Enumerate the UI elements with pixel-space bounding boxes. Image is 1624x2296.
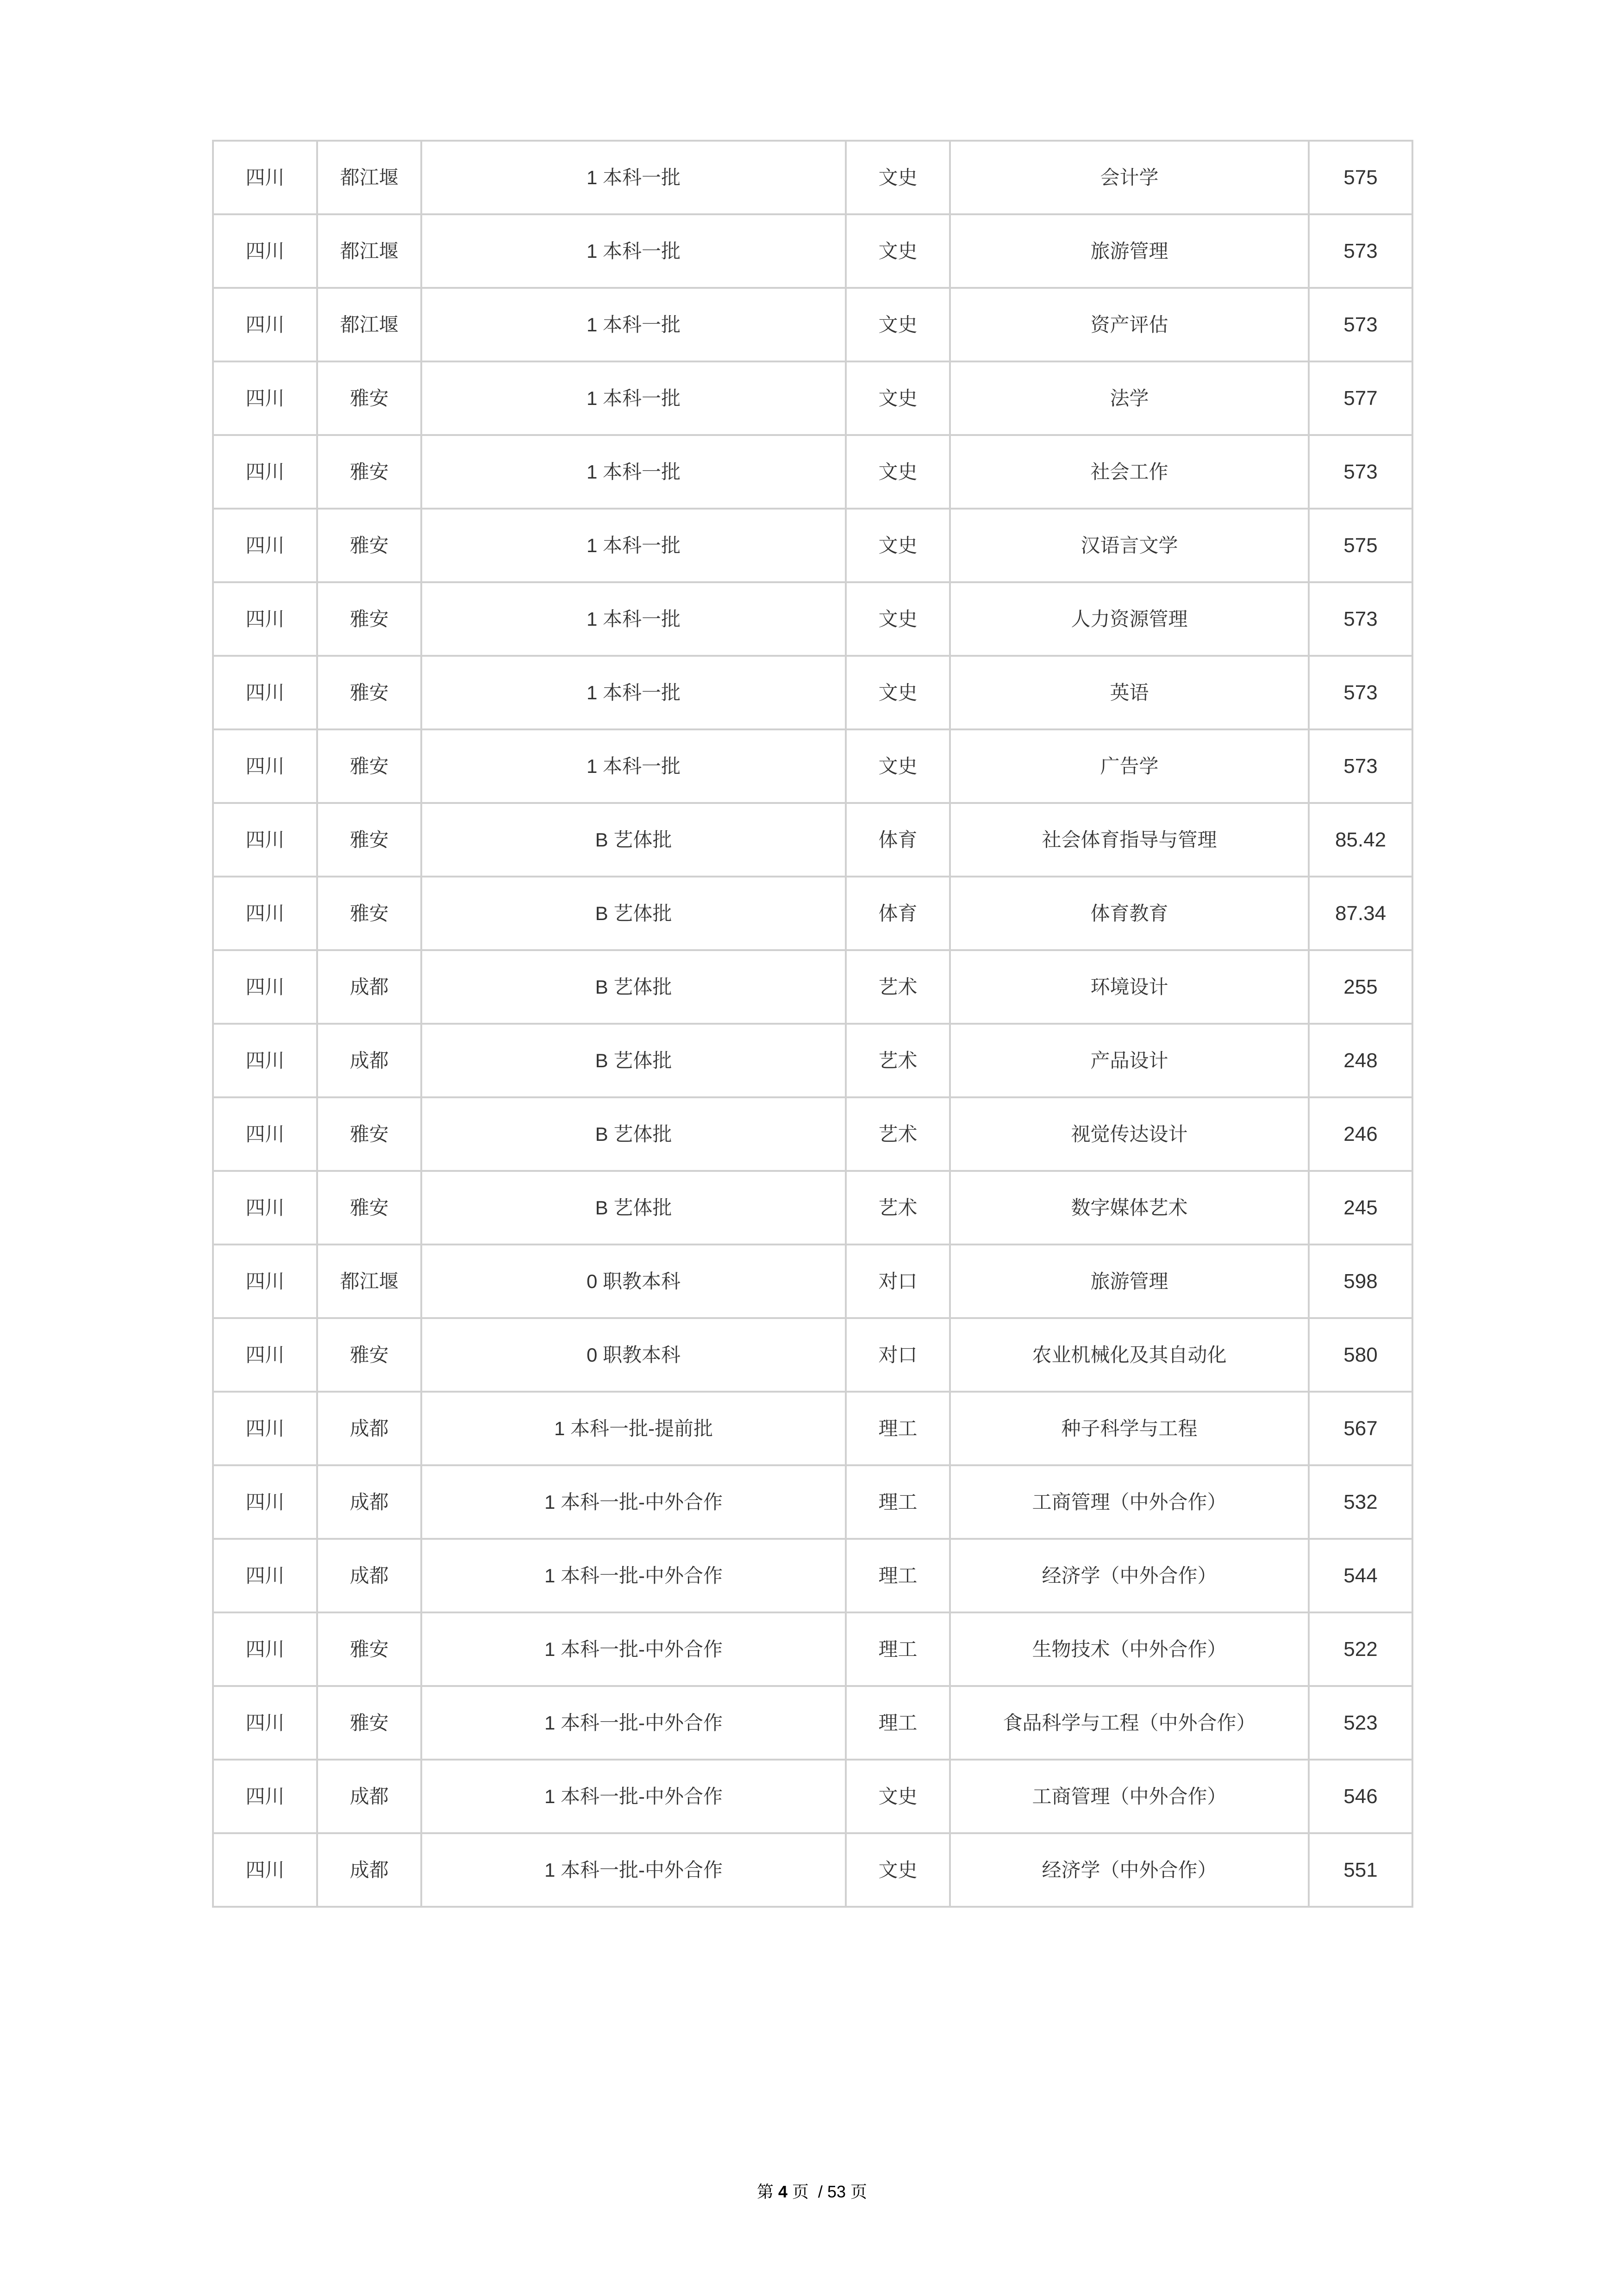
major-cell: 旅游管理	[950, 214, 1309, 288]
table-row	[213, 1171, 1412, 1244]
province-cell: 四川	[213, 656, 317, 729]
score-cell: 87.34	[1309, 877, 1412, 950]
batch-cell: B 艺体批	[421, 877, 846, 950]
major-cell: 法学	[950, 361, 1309, 435]
score-cell: 573	[1309, 656, 1412, 729]
batch-cell: 1 本科一批-提前批	[421, 1392, 846, 1465]
category-cell: 理工	[846, 1392, 950, 1465]
category-cell: 文史	[846, 1760, 950, 1833]
current-page-number: 4	[778, 2182, 787, 2201]
table-row	[213, 435, 1412, 509]
table-row	[213, 656, 1412, 729]
score-cell: 577	[1309, 361, 1412, 435]
table-row	[213, 288, 1412, 361]
province-cell: 四川	[213, 1833, 317, 1907]
category-cell: 对口	[846, 1244, 950, 1318]
province-cell: 四川	[213, 214, 317, 288]
table-row	[213, 361, 1412, 435]
category-cell: 体育	[846, 803, 950, 877]
batch-cell: 1 本科一批	[421, 214, 846, 288]
table-row	[213, 950, 1412, 1024]
major-cell: 社会工作	[950, 435, 1309, 509]
province-cell: 四川	[213, 1318, 317, 1392]
campus-cell: 雅安	[317, 803, 421, 877]
score-cell: 580	[1309, 1318, 1412, 1392]
category-cell: 文史	[846, 214, 950, 288]
category-cell: 艺术	[846, 1171, 950, 1244]
campus-cell: 雅安	[317, 361, 421, 435]
score-cell: 522	[1309, 1612, 1412, 1686]
score-cell: 245	[1309, 1171, 1412, 1244]
province-cell: 四川	[213, 435, 317, 509]
batch-cell: 1 本科一批	[421, 435, 846, 509]
category-cell: 文史	[846, 435, 950, 509]
batch-cell: 1 本科一批-中外合作	[421, 1612, 846, 1686]
major-cell: 数字媒体艺术	[950, 1171, 1309, 1244]
province-cell: 四川	[213, 288, 317, 361]
campus-cell: 都江堰	[317, 214, 421, 288]
province-cell: 四川	[213, 950, 317, 1024]
table-row	[213, 1024, 1412, 1097]
province-cell: 四川	[213, 729, 317, 803]
major-cell: 生物技术（中外合作）	[950, 1612, 1309, 1686]
category-cell: 文史	[846, 582, 950, 656]
batch-cell: 1 本科一批	[421, 141, 846, 214]
table-row	[213, 877, 1412, 950]
major-cell: 广告学	[950, 729, 1309, 803]
score-cell: 573	[1309, 435, 1412, 509]
table-row	[213, 1833, 1412, 1907]
province-cell: 四川	[213, 141, 317, 214]
category-cell: 理工	[846, 1539, 950, 1612]
category-cell: 文史	[846, 656, 950, 729]
category-cell: 文史	[846, 1833, 950, 1907]
campus-cell: 成都	[317, 1392, 421, 1465]
campus-cell: 雅安	[317, 656, 421, 729]
score-cell: 85.42	[1309, 803, 1412, 877]
total-pages-number: 53	[827, 2182, 846, 2201]
category-cell: 文史	[846, 361, 950, 435]
major-cell: 汉语言文学	[950, 509, 1309, 582]
major-cell: 会计学	[950, 141, 1309, 214]
major-cell: 资产评估	[950, 288, 1309, 361]
province-cell: 四川	[213, 361, 317, 435]
score-cell: 248	[1309, 1024, 1412, 1097]
major-cell: 经济学（中外合作）	[950, 1539, 1309, 1612]
campus-cell: 都江堰	[317, 288, 421, 361]
campus-cell: 雅安	[317, 1686, 421, 1760]
campus-cell: 雅安	[317, 1318, 421, 1392]
campus-cell: 雅安	[317, 1171, 421, 1244]
major-cell: 种子科学与工程	[950, 1392, 1309, 1465]
table-row	[213, 1244, 1412, 1318]
score-cell: 575	[1309, 509, 1412, 582]
campus-cell: 雅安	[317, 435, 421, 509]
table-row	[213, 1686, 1412, 1760]
table-row	[213, 803, 1412, 877]
category-cell: 文史	[846, 509, 950, 582]
category-cell: 艺术	[846, 1097, 950, 1171]
table-row	[213, 509, 1412, 582]
province-cell: 四川	[213, 1171, 317, 1244]
score-cell: 544	[1309, 1539, 1412, 1612]
province-cell: 四川	[213, 1686, 317, 1760]
batch-cell: 1 本科一批-中外合作	[421, 1833, 846, 1907]
batch-cell: B 艺体批	[421, 950, 846, 1024]
major-cell: 产品设计	[950, 1024, 1309, 1097]
province-cell: 四川	[213, 582, 317, 656]
province-cell: 四川	[213, 1539, 317, 1612]
table-row	[213, 141, 1412, 214]
footer-middle: 页 /	[787, 2182, 827, 2201]
score-cell: 546	[1309, 1760, 1412, 1833]
score-cell: 575	[1309, 141, 1412, 214]
batch-cell: 1 本科一批-中外合作	[421, 1465, 846, 1539]
province-cell: 四川	[213, 1612, 317, 1686]
campus-cell: 雅安	[317, 1097, 421, 1171]
table-row	[213, 1392, 1412, 1465]
campus-cell: 都江堰	[317, 1244, 421, 1318]
score-cell: 523	[1309, 1686, 1412, 1760]
score-cell: 567	[1309, 1392, 1412, 1465]
campus-cell: 成都	[317, 1539, 421, 1612]
campus-cell: 成都	[317, 1833, 421, 1907]
table-row	[213, 1318, 1412, 1392]
batch-cell: 1 本科一批	[421, 509, 846, 582]
page-footer	[0, 2179, 1624, 2203]
admission-scores-table	[212, 140, 1413, 1908]
major-cell: 视觉传达设计	[950, 1097, 1309, 1171]
category-cell: 文史	[846, 729, 950, 803]
major-cell: 工商管理（中外合作）	[950, 1760, 1309, 1833]
score-cell: 551	[1309, 1833, 1412, 1907]
campus-cell: 雅安	[317, 729, 421, 803]
category-cell: 艺术	[846, 1024, 950, 1097]
category-cell: 理工	[846, 1465, 950, 1539]
batch-cell: 1 本科一批	[421, 361, 846, 435]
province-cell: 四川	[213, 1392, 317, 1465]
score-cell: 246	[1309, 1097, 1412, 1171]
category-cell: 艺术	[846, 950, 950, 1024]
campus-cell: 成都	[317, 1024, 421, 1097]
province-cell: 四川	[213, 1244, 317, 1318]
table-row	[213, 729, 1412, 803]
score-cell: 573	[1309, 214, 1412, 288]
batch-cell: B 艺体批	[421, 803, 846, 877]
score-cell: 598	[1309, 1244, 1412, 1318]
table-row	[213, 1097, 1412, 1171]
province-cell: 四川	[213, 803, 317, 877]
major-cell: 食品科学与工程（中外合作）	[950, 1686, 1309, 1760]
batch-cell: 0 职教本科	[421, 1244, 846, 1318]
batch-cell: 1 本科一批-中外合作	[421, 1539, 846, 1612]
campus-cell: 雅安	[317, 877, 421, 950]
campus-cell: 成都	[317, 1760, 421, 1833]
campus-cell: 雅安	[317, 1612, 421, 1686]
category-cell: 理工	[846, 1612, 950, 1686]
batch-cell: 1 本科一批	[421, 729, 846, 803]
major-cell: 环境设计	[950, 950, 1309, 1024]
campus-cell: 雅安	[317, 509, 421, 582]
campus-cell: 成都	[317, 950, 421, 1024]
major-cell: 工商管理（中外合作）	[950, 1465, 1309, 1539]
province-cell: 四川	[213, 877, 317, 950]
batch-cell: B 艺体批	[421, 1024, 846, 1097]
table-row	[213, 1465, 1412, 1539]
major-cell: 英语	[950, 656, 1309, 729]
major-cell: 经济学（中外合作）	[950, 1833, 1309, 1907]
batch-cell: 0 职教本科	[421, 1318, 846, 1392]
major-cell: 农业机械化及其自动化	[950, 1318, 1309, 1392]
batch-cell: 1 本科一批	[421, 656, 846, 729]
table-row	[213, 214, 1412, 288]
province-cell: 四川	[213, 1760, 317, 1833]
score-cell: 255	[1309, 950, 1412, 1024]
campus-cell: 雅安	[317, 582, 421, 656]
province-cell: 四川	[213, 1097, 317, 1171]
category-cell: 对口	[846, 1318, 950, 1392]
batch-cell: B 艺体批	[421, 1097, 846, 1171]
major-cell: 社会体育指导与管理	[950, 803, 1309, 877]
score-cell: 573	[1309, 582, 1412, 656]
category-cell: 理工	[846, 1686, 950, 1760]
table-row	[213, 1539, 1412, 1612]
province-cell: 四川	[213, 1465, 317, 1539]
batch-cell: 1 本科一批-中外合作	[421, 1686, 846, 1760]
table-body	[213, 141, 1412, 1907]
major-cell: 体育教育	[950, 877, 1309, 950]
score-cell: 532	[1309, 1465, 1412, 1539]
batch-cell: 1 本科一批-中外合作	[421, 1760, 846, 1833]
footer-prefix: 第	[756, 2182, 778, 2201]
table-row	[213, 1760, 1412, 1833]
province-cell: 四川	[213, 509, 317, 582]
major-cell: 人力资源管理	[950, 582, 1309, 656]
footer-suffix: 页	[846, 2182, 868, 2201]
category-cell: 文史	[846, 141, 950, 214]
score-cell: 573	[1309, 729, 1412, 803]
campus-cell: 成都	[317, 1465, 421, 1539]
major-cell: 旅游管理	[950, 1244, 1309, 1318]
province-cell: 四川	[213, 1024, 317, 1097]
table-row	[213, 582, 1412, 656]
batch-cell: 1 本科一批	[421, 288, 846, 361]
batch-cell: B 艺体批	[421, 1171, 846, 1244]
category-cell: 体育	[846, 877, 950, 950]
score-cell: 573	[1309, 288, 1412, 361]
category-cell: 文史	[846, 288, 950, 361]
campus-cell: 都江堰	[317, 141, 421, 214]
batch-cell: 1 本科一批	[421, 582, 846, 656]
table-row	[213, 1612, 1412, 1686]
